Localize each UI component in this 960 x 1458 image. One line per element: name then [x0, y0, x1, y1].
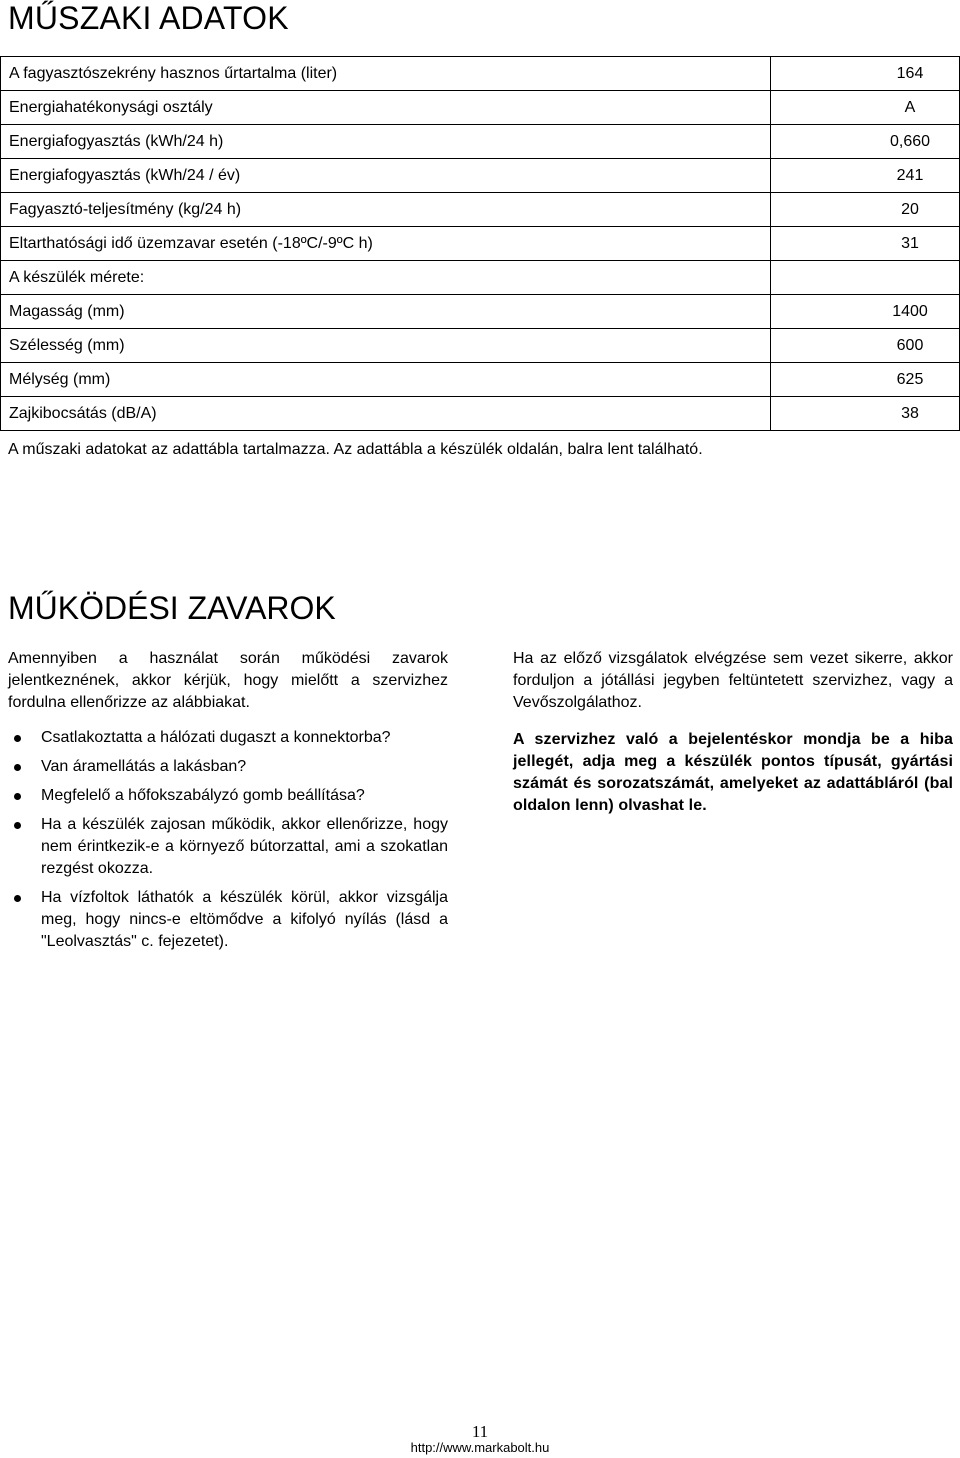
- spec-row: [1, 363, 960, 397]
- spec-value: 241: [771, 159, 960, 193]
- spec-value: A: [771, 91, 960, 125]
- spec-value: 20: [771, 193, 960, 227]
- service-bold-paragraph: A szervizhez való a bejelentéskor mondja be a hiba jellegét, adja meg a készülék pontos típusát, gyártási számát és sorozatszámát, amelyeket az adattábláról (bal oldalon lenn) olvashat le.: [513, 731, 953, 814]
- left-column: [8, 648, 448, 960]
- spec-row: [1, 91, 960, 125]
- list-item: [8, 814, 448, 880]
- spec-value: 600: [771, 329, 960, 363]
- spec-value: 625: [771, 363, 960, 397]
- list-item-text: Csatlakoztatta a hálózati dugaszt a konnektorba?: [41, 729, 391, 746]
- spec-value: 31: [771, 227, 960, 261]
- spec-label: Zajkibocsátás (dB/A): [1, 397, 771, 431]
- checklist: [8, 727, 448, 953]
- spec-value: 38: [771, 397, 960, 431]
- footer-url: http://www.markabolt.hu: [410, 1440, 550, 1455]
- list-item: [8, 727, 448, 749]
- bullet-icon: [14, 895, 21, 902]
- list-item-text: Megfelelő a hőfokszabályzó gomb beállítása?: [41, 787, 365, 804]
- spec-label: Eltarthatósági idő üzemzavar esetén (-18ºC/-9ºC h): [1, 227, 771, 261]
- spec-row: [1, 261, 960, 295]
- spec-row: [1, 159, 960, 193]
- spec-label: Mélység (mm): [1, 363, 771, 397]
- spec-label: A készülék mérete:: [1, 261, 771, 295]
- spec-label: Szélesség (mm): [1, 329, 771, 363]
- spec-label: Magasság (mm): [1, 295, 771, 329]
- page-title: MŰSZAKI ADATOK: [8, 0, 289, 36]
- spec-row: [1, 125, 960, 159]
- spec-value: 0,660: [771, 125, 960, 159]
- spec-note: A műszaki adatokat az adattábla tartalmazza. Az adattábla a készülék oldalán, balra lent található.: [8, 441, 703, 458]
- list-item-text: Ha vízfoltok láthatók a készülék körül, akkor vizsgálja meg, hogy nincs-e eltömődve a kifolyó nyílás (lásd a "Leolvasztás" c. fejezetet).: [41, 889, 448, 950]
- list-item: [8, 887, 448, 953]
- intro-paragraph: Amennyiben a használat során működési zavarok jelentkeznének, akkor kérjük, hogy mielőtt a szervizhez fordulna ellenőrizze az alábbiakat.: [8, 650, 448, 711]
- service-paragraph: Ha az előző vizsgálatok elvégzése sem vezet sikerre, akkor forduljon a jótállási jegyben feltüntetett szervizhez, vagy a Vevőszolgálathoz.: [513, 650, 953, 711]
- list-item: [8, 785, 448, 807]
- spec-row: [1, 295, 960, 329]
- spec-table: [0, 56, 960, 431]
- bullet-icon: [14, 822, 21, 829]
- right-column: [513, 648, 953, 817]
- spec-value: 164: [771, 57, 960, 91]
- section-title: MŰKÖDÉSI ZAVAROK: [8, 590, 336, 626]
- spec-label: Fagyasztó-teljesítmény (kg/24 h): [1, 193, 771, 227]
- spec-label: Energiafogyasztás (kWh/24 / év): [1, 159, 771, 193]
- spec-row: [1, 193, 960, 227]
- spec-row: [1, 329, 960, 363]
- list-item-text: Ha a készülék zajosan működik, akkor ellenőrizze, hogy nem érintkezik-e a környező bútorzattal, ami a szokatlan rezgést okozza.: [41, 816, 448, 877]
- spec-label: A fagyasztószekrény hasznos űrtartalma (liter): [1, 57, 771, 91]
- bullet-icon: [14, 764, 21, 771]
- spec-value: [771, 261, 960, 295]
- bullet-icon: [14, 735, 21, 742]
- list-item-text: Van áramellátás a lakásban?: [41, 758, 247, 775]
- bullet-icon: [14, 793, 21, 800]
- list-item: [8, 756, 448, 778]
- spec-row: [1, 227, 960, 261]
- spec-label: Energiafogyasztás (kWh/24 h): [1, 125, 771, 159]
- spec-row: [1, 397, 960, 431]
- spec-row: [1, 57, 960, 91]
- spec-label: Energiahatékonysági osztály: [1, 91, 771, 125]
- spec-value: 1400: [771, 295, 960, 329]
- page-number: 11: [471, 1422, 489, 1441]
